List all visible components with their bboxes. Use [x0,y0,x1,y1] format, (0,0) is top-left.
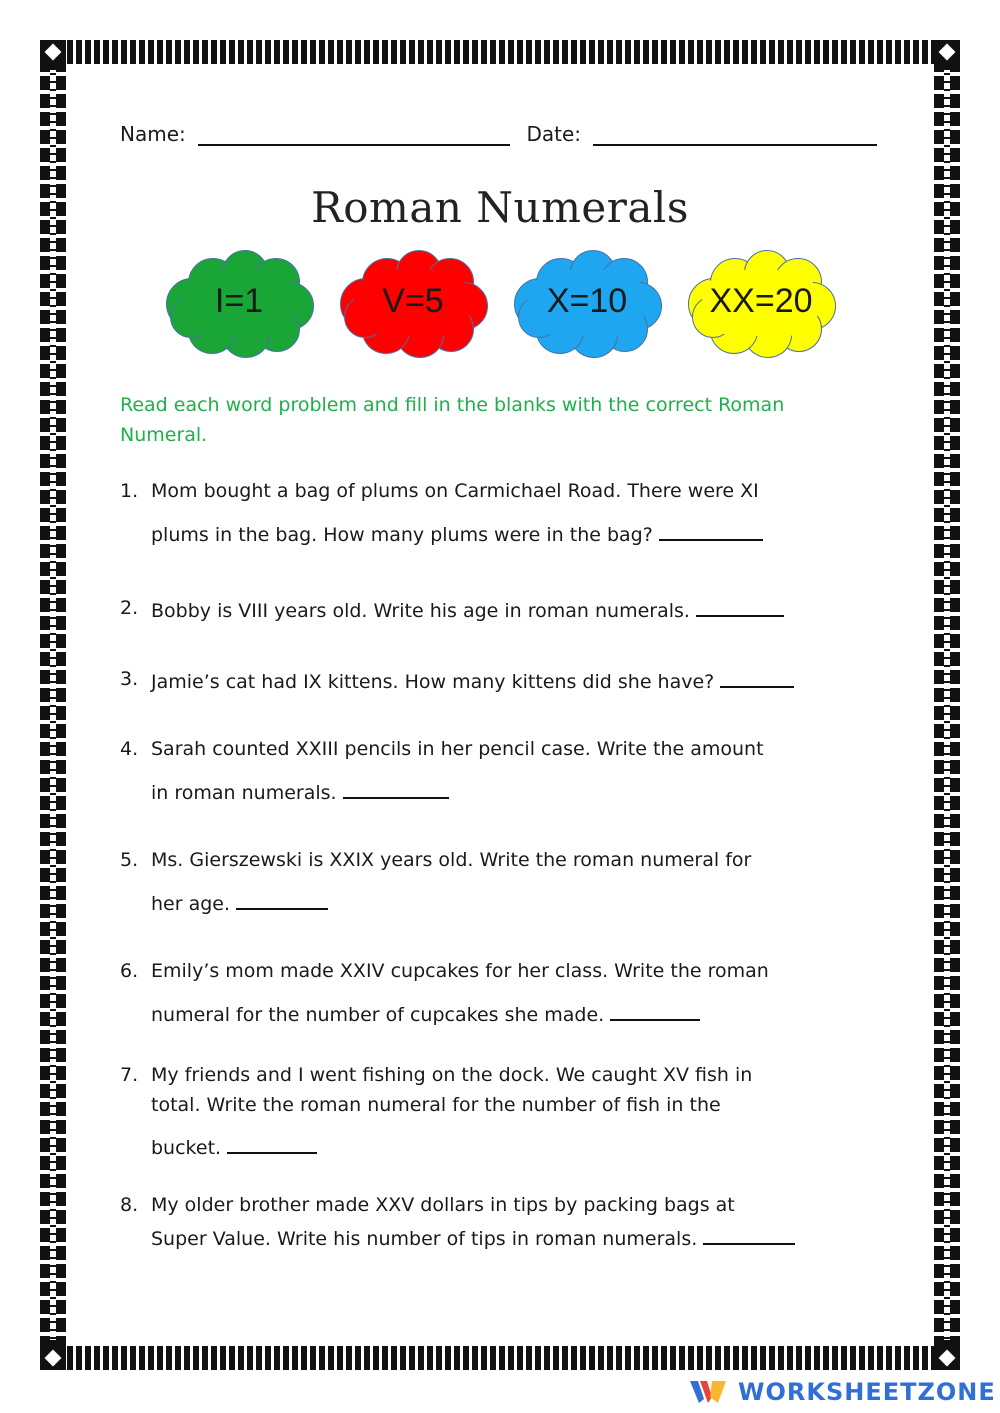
footer-brand-text: WORKSHEETZONE [738,1378,996,1406]
w-logo-icon [690,1379,726,1405]
border-corner-bottom-left [40,1346,66,1370]
question-line-text: numeral for the number of cupcakes she made. [151,1004,605,1026]
question-line-text: Jamie’s cat had IX kittens. How many kittens did she have? [151,671,715,693]
answer-blank[interactable] [610,1001,700,1021]
question-line [151,779,449,804]
cloud-1 [166,248,312,354]
footer-brand [690,1375,996,1409]
question-number: 3. [120,668,139,690]
decorative-border-top [40,40,960,64]
question-line [151,1094,721,1116]
question-line-text: plums in the bag. How many plums were in the bag? [151,524,653,546]
question-line-text: her age. [151,893,231,915]
question-line-text: in roman numerals. [151,782,337,804]
page-title: Roman Numerals [311,183,689,232]
border-corner-top-right [934,40,960,64]
question-number: 4. [120,738,139,760]
question-line-text: Bobby is VIII years old. Write his age in roman numerals. [151,600,690,622]
decorative-border-left-inner [50,70,56,1340]
answer-blank[interactable] [703,1225,795,1245]
question-line [151,960,769,982]
date-field[interactable] [593,124,877,146]
question-number: 5. [120,849,139,871]
question-line [151,1225,795,1250]
question-number: 1. [120,480,139,502]
cloud-label: X=10 [546,281,628,320]
question-line [151,597,784,622]
question-line-text: bucket. [151,1137,222,1159]
question-line-text: My older brother made XXV dollars in tips by packing bags at [151,1194,735,1216]
question-line-text: total. Write the roman numeral for the number of fish in the [151,1094,721,1116]
answer-blank[interactable] [236,890,328,910]
name-date-line [120,122,877,146]
answer-blank[interactable] [720,668,794,688]
question-line-text: Super Value. Write his number of tips in roman numerals. [151,1228,698,1250]
question-line-text: Sarah counted XXIII pencils in her pencil case. Write the amount [151,738,764,760]
cloud-4 [688,248,834,354]
question-line-text: Mom bought a bag of plums on Carmichael Road. There were XI [151,480,759,502]
question-line [151,521,763,546]
date-label: Date: [526,122,582,146]
answer-blank[interactable] [227,1134,317,1154]
question-line [151,1064,752,1086]
answer-blank[interactable] [343,779,449,799]
decorative-border-right-inner [944,70,950,1340]
cloud-3 [514,248,660,354]
instructions: Read each word problem and fill in the blanks with the correct Roman Numeral. [120,394,785,446]
name-field[interactable] [198,124,510,146]
decorative-border-bottom [40,1346,960,1370]
question-line [151,1194,735,1216]
answer-blank[interactable] [659,521,763,541]
question-line-text: My friends and I went fishing on the dock. We caught XV fish in [151,1064,753,1086]
cloud-label: XX=20 [709,281,813,320]
question-number: 6. [120,960,139,982]
answer-blank[interactable] [696,597,784,617]
question-line [151,890,328,915]
name-label: Name: [120,122,186,146]
question-line [151,1001,700,1026]
cloud-label: V=5 [382,281,444,320]
question-number: 7. [120,1064,139,1086]
border-corner-top-left [40,40,66,64]
cloud-label: I=1 [214,281,264,320]
question-line [151,668,794,693]
cloud-2 [340,248,486,354]
question-line [151,738,764,760]
question-number: 2. [120,597,139,619]
question-line [151,849,751,871]
question-number: 8. [120,1194,139,1216]
question-line [151,480,759,502]
question-line-text: Emily’s mom made XXIV cupcakes for her class. Write the roman [151,960,769,982]
border-corner-bottom-right [934,1346,960,1370]
question-line-text: Ms. Gierszewski is XXIX years old. Write the roman numeral for [151,849,752,871]
question-line [151,1134,317,1159]
